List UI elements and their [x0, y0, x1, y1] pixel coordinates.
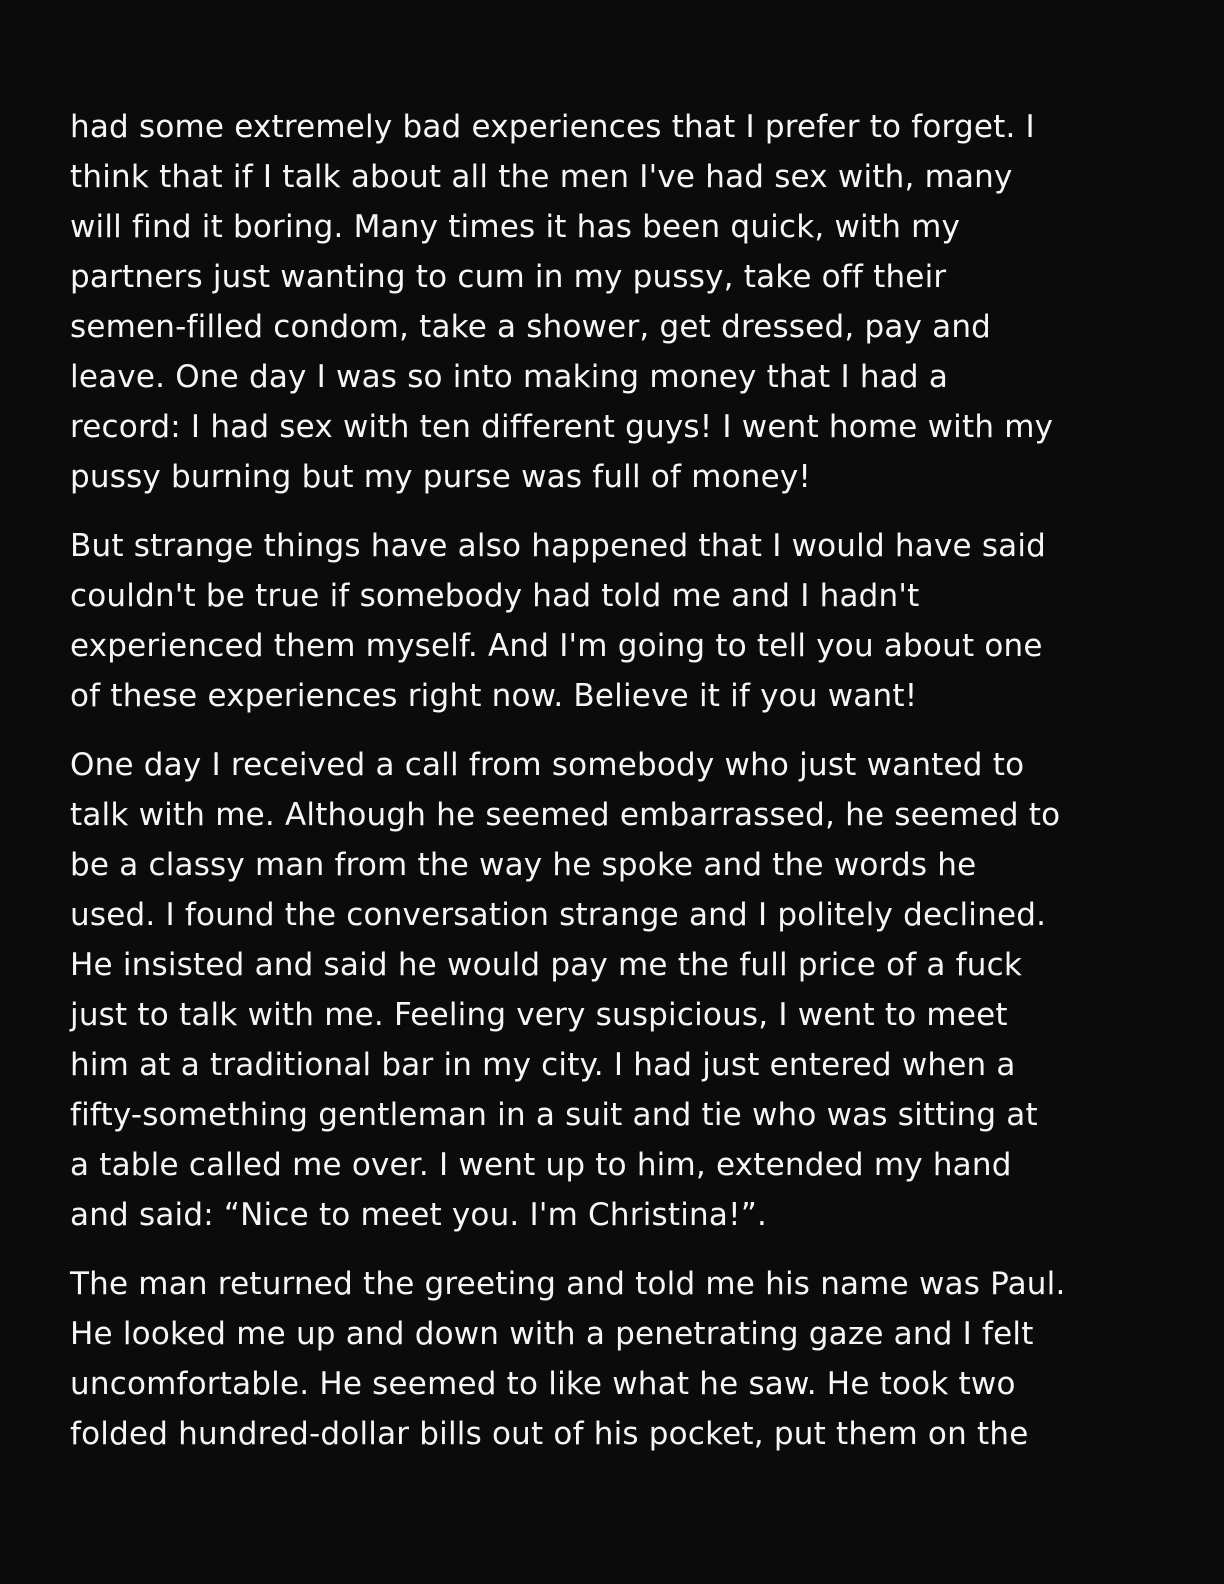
text-line: One day I received a call from somebody who just wanted to: [70, 747, 1025, 783]
paragraph: [70, 1259, 1154, 1459]
text-line: But strange things have also happened that I would have said: [70, 528, 1047, 564]
text-line: couldn't be true if somebody had told me and I hadn't: [70, 578, 920, 614]
text-line: uncomfortable. He seemed to like what he saw. He took two: [70, 1366, 1016, 1402]
text-line: will find it boring. Many times it has been quick, with my: [70, 209, 961, 245]
paragraph: [70, 102, 1154, 502]
text-line: leave. One day I was so into making money that I had a: [70, 359, 949, 395]
text-line: folded hundred-dollar bills out of his pocket, put them on the: [70, 1416, 1029, 1452]
text-line: of these experiences right now. Believe it if you want!: [70, 678, 918, 714]
text-line: partners just wanting to cum in my pussy, take off their: [70, 259, 947, 295]
text-line: had some extremely bad experiences that I prefer to forget. I: [70, 109, 1035, 145]
text-line: The man returned the greeting and told me his name was Paul.: [70, 1266, 1066, 1302]
text-line: and said: “Nice to meet you. I'm Christina!”.: [70, 1197, 768, 1233]
paragraph: [70, 521, 1154, 721]
text-line: pussy burning but my purse was full of money!: [70, 459, 812, 495]
text-line: He insisted and said he would pay me the full price of a fuck: [70, 947, 1023, 983]
story-text: [70, 102, 1154, 1459]
text-line: be a classy man from the way he spoke and the words he: [70, 847, 977, 883]
text-line: semen-filled condom, take a shower, get dressed, pay and: [70, 309, 992, 345]
text-line: record: I had sex with ten different guys! I went home with my: [70, 409, 1054, 445]
text-line: fifty-something gentleman in a suit and tie who was sitting at: [70, 1097, 1038, 1133]
text-line: experienced them myself. And I'm going to tell you about one: [70, 628, 1043, 664]
text-line: used. I found the conversation strange and I politely declined.: [70, 897, 1047, 933]
text-line: just to talk with me. Feeling very suspicious, I went to meet: [70, 997, 1008, 1033]
text-line: He looked me up and down with a penetrating gaze and I felt: [70, 1316, 1034, 1352]
text-line: him at a traditional bar in my city. I had just entered when a: [70, 1047, 1016, 1083]
text-line: think that if I talk about all the men I've had sex with, many: [70, 159, 1013, 195]
text-line: a table called me over. I went up to him, extended my hand: [70, 1147, 1012, 1183]
paragraph: [70, 740, 1154, 1240]
text-line: talk with me. Although he seemed embarrassed, he seemed to: [70, 797, 1061, 833]
